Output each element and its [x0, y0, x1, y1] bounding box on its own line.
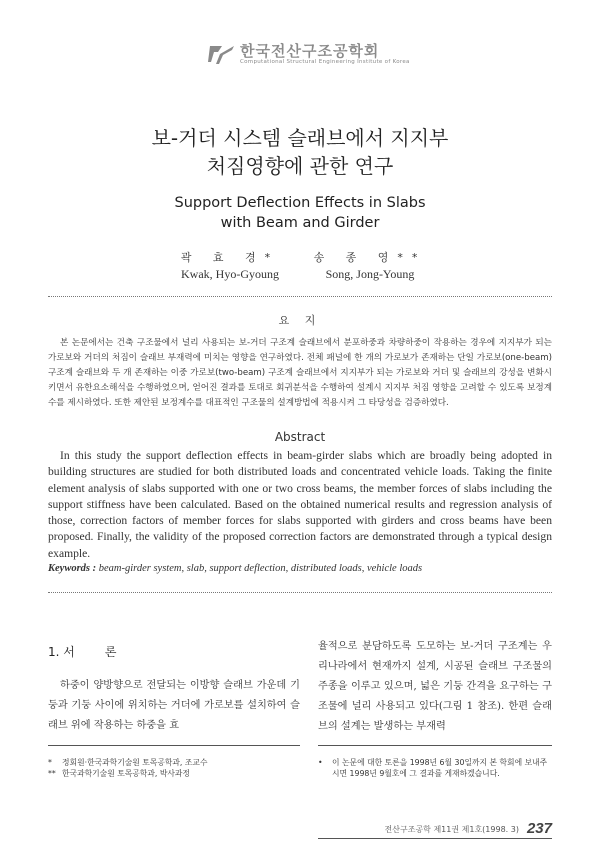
- footnote-mark: *: [48, 758, 52, 767]
- english-title-line2: with Beam and Girder: [220, 215, 380, 231]
- footnote: [48, 757, 300, 768]
- keywords-label: Keywords :: [48, 563, 97, 574]
- abstract-en-text: In this study the support deflection effects in beam-girder slabs which are broadly being adopted in building structures are studied for both distributed loads and concentrated vehicle loads. Taking the finite element analysis of slabs supported with one or two cross beams, the member forces of slabs including the support stiffness have been calculated. Based on the obtained numerical results and regression analysis of those, correction factors of member forces for slabs supported with girders and cross beams have been proposed. Finally, the validity of the proposed correction factors are demonstrated through a typical design example.: [48, 449, 552, 560]
- footnote-text: 정회원·한국과학기술원 토목공학과, 조교수: [62, 758, 208, 767]
- page-number: 237: [526, 820, 552, 837]
- society-logo: [208, 42, 410, 66]
- korean-title-line1: 보-거더 시스템 슬래브에서 지지부: [151, 126, 449, 150]
- footnote-mark: •: [318, 758, 323, 767]
- footnote: [318, 757, 552, 779]
- abstract-ko-text: 본 논문에서는 건축 구조물에서 널리 사용되는 보-거더 구조계 슬래브에서 분포하중과 차량하중이 작용하는 경우에 지지부가 되는 가로보와 거더의 처짐이 슬래브 부재력에 미치는 영향을 연구하였다. 전체 패널에 한 개의 가로보가 존재하는 단일 가로보(one-beam) 구조계 슬래브와 두 개 존재하는 이중 가로보(two-beam) 구조계 슬래브에서 지지부가 되는 가로보와 거더 및 슬래브의 강성을 변화시키면서 유한요소해석을 수행하였으며, 얻어진 결과를 토대로 회귀분석을 수행하여 설계시 지지부 처짐 영향을 고려할 수 있도록 보정계수를 제시하였다. 또한 제안된 보정계수를 대표적인 구조물의 설계방법에 적용시켜 그 타당성을 검증하였다.: [48, 338, 552, 408]
- section-1-title: 론: [104, 645, 117, 659]
- korean-title: [0, 124, 600, 180]
- journal-info: 전산구조공학 제11권 제1호(1998. 3): [384, 825, 519, 834]
- footnote-mark: **: [48, 769, 56, 778]
- section-1-heading: [48, 643, 116, 660]
- author-2: [300, 250, 440, 282]
- english-title-line1: Support Deflection Effects in Slabs: [174, 195, 426, 211]
- korean-title-line2: 처짐영향에 관한 연구: [206, 154, 394, 178]
- footnotes-left: [48, 757, 300, 779]
- ce-logo-icon: [208, 42, 236, 66]
- author-1-name-en: Kwak, Hyo-Gyoung: [181, 267, 279, 281]
- author-1: [160, 250, 300, 282]
- body-right-column: 율적으로 분담하도록 도모하는 보-거더 구조계는 우리나라에서 현재까지 설계, 시공된 슬래브 구조물의 주종을 이루고 있으며, 넓은 기둥 간격을 요구하는 구조물에 널리 사용되고 있다(그림 1 참조). 한편 슬래브의 설계는 발생하는 부재력: [318, 641, 552, 732]
- author-1-name-ko: 곽 효 경*: [180, 251, 280, 264]
- footnote-rule-right: [318, 745, 552, 746]
- english-title: [0, 193, 600, 233]
- society-name: 한국전산구조공학회: [240, 41, 380, 60]
- author-2-name-ko: 송 종 영**: [313, 251, 427, 264]
- divider-top: [48, 296, 552, 297]
- author-2-name-en: Song, Jong-Young: [325, 267, 415, 281]
- footnote-rule-left: [48, 745, 300, 746]
- abstract-ko-heading: 요 지: [278, 314, 322, 327]
- keywords: [48, 563, 552, 574]
- footnote: [48, 768, 300, 779]
- abstract-en-heading: Abstract: [274, 430, 326, 444]
- divider-bottom: [48, 592, 552, 593]
- footnotes-right: [318, 757, 552, 779]
- page-footer: [318, 816, 552, 839]
- footnote-text: 이 논문에 대한 토론을 1998년 6월 30일까지 본 학회에 보내주시면 1998년 9월호에 그 결과를 게재하겠습니다.: [332, 758, 548, 778]
- footnote-text: 한국과학기술원 토목공학과, 박사과정: [62, 769, 190, 778]
- section-1-number: 1. 서: [48, 645, 75, 659]
- body-left-column: 하중이 양방향으로 전달되는 이방향 슬래브 가운데 기둥과 기둥 사이에 위치하는 거더에 가로보를 설치하여 슬래브 위에 작용하는 하중을 효: [48, 680, 300, 731]
- society-name-en: Computational Structural Engineering Institute of Korea: [240, 58, 410, 65]
- keywords-text: beam-girder system, slab, support deflection, distributed loads, vehicle loads: [98, 563, 423, 574]
